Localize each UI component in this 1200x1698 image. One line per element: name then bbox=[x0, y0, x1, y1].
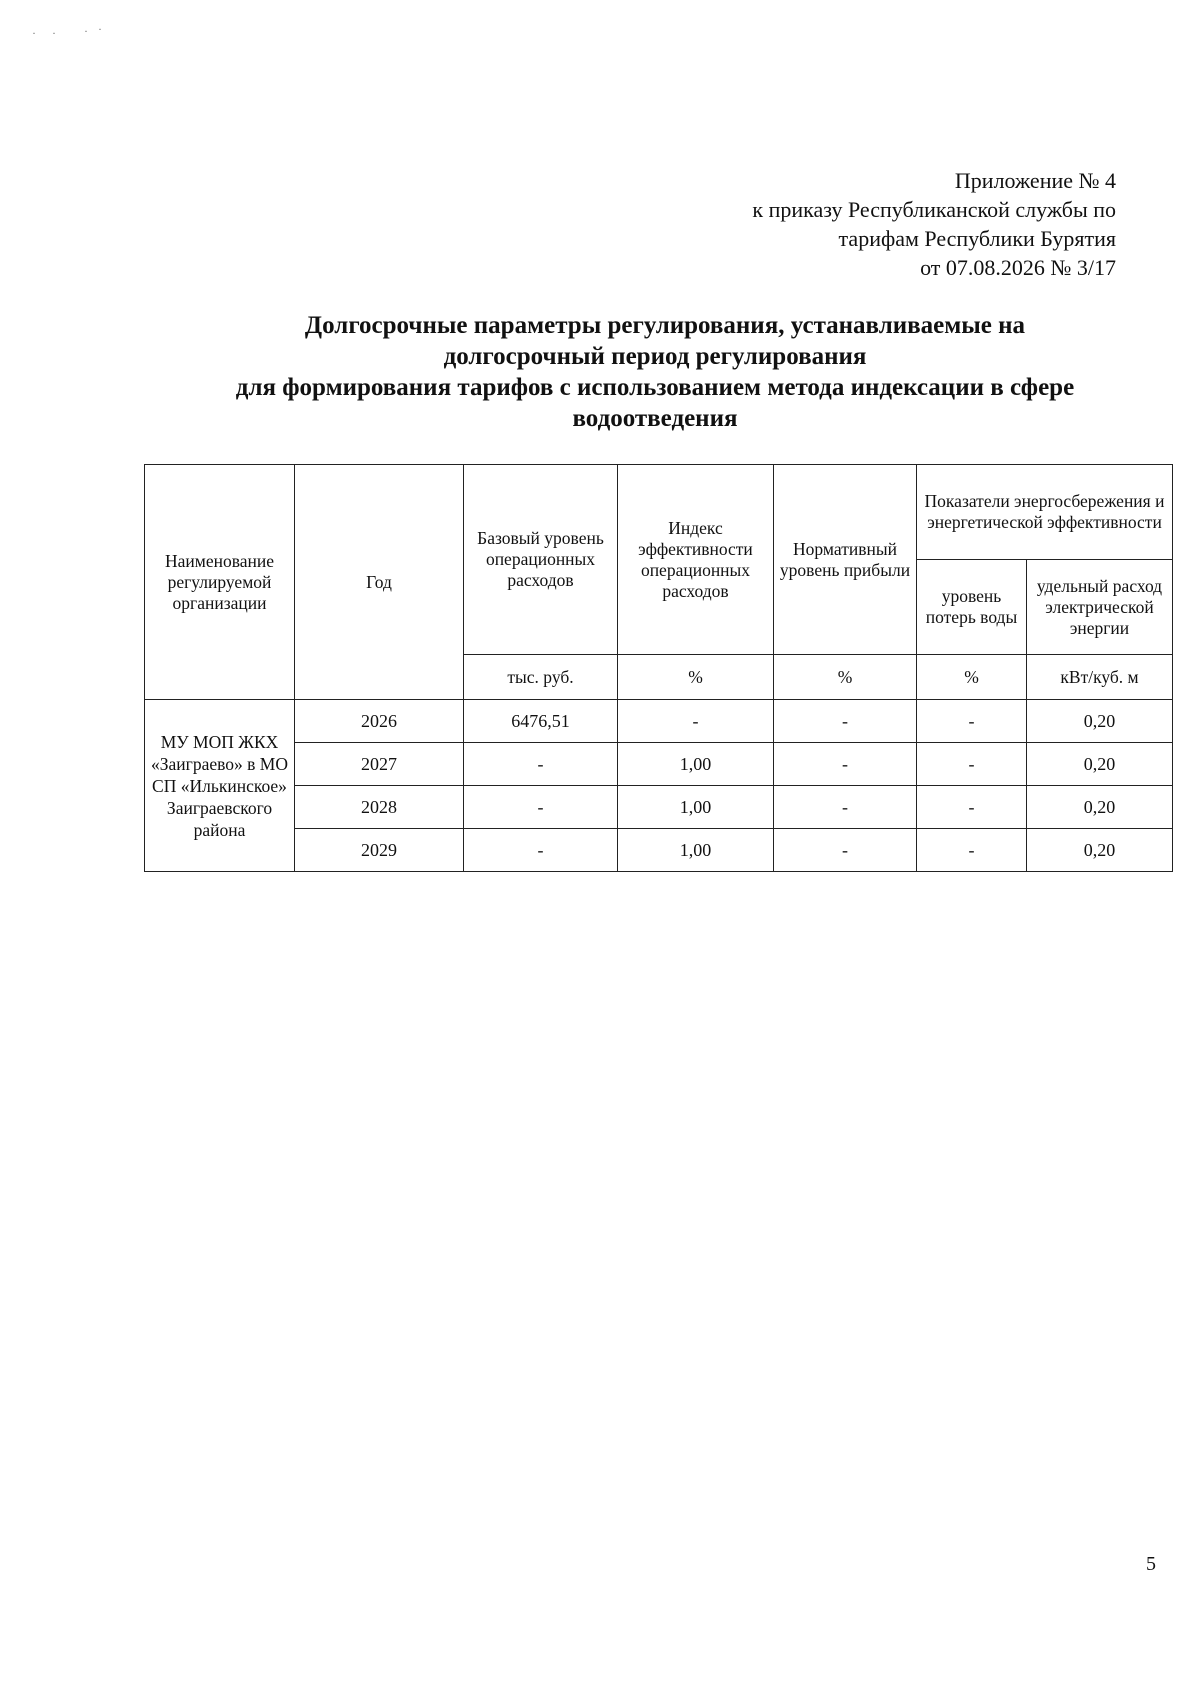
cell-electricity: 0,20 bbox=[1027, 743, 1173, 786]
cell-base-opex: - bbox=[464, 786, 618, 829]
cell-efficiency-index: - bbox=[618, 700, 774, 743]
cell-electricity: 0,20 bbox=[1027, 829, 1173, 872]
cell-efficiency-index: 1,00 bbox=[618, 786, 774, 829]
unit-efficiency-index: % bbox=[618, 655, 774, 700]
annex-date: от 07.08.2026 № 3/17 bbox=[920, 255, 1116, 280]
annex-authority: тарифам Республики Бурятия bbox=[838, 226, 1116, 251]
header-org: Наименование регулируемой организации bbox=[145, 465, 295, 700]
header-energy-group: Показатели энергосбережения и энергетической эффективности bbox=[917, 465, 1173, 560]
cell-water-loss: - bbox=[917, 700, 1027, 743]
header-efficiency-index: Индекс эффективности операционных расходов bbox=[618, 465, 774, 655]
unit-electricity: кВт/куб. м bbox=[1027, 655, 1173, 700]
title-line-1: Долгосрочные параметры регулирования, устанавливаемые на bbox=[304, 312, 1026, 339]
header-electricity: удельный расход электрической энергии bbox=[1027, 560, 1173, 655]
cell-base-opex: 6476,51 bbox=[464, 700, 618, 743]
annex-order-ref: к приказу Республиканской службы по bbox=[752, 197, 1116, 222]
cell-electricity: 0,20 bbox=[1027, 786, 1173, 829]
table-row bbox=[145, 743, 1173, 786]
unit-water-loss: % bbox=[917, 655, 1027, 700]
cell-year: 2028 bbox=[295, 786, 464, 829]
table-row bbox=[145, 700, 1173, 743]
annex-block bbox=[752, 166, 1116, 282]
title-line-4: водоотведения bbox=[572, 405, 738, 432]
header-norm-profit: Нормативный уровень прибыли bbox=[774, 465, 917, 655]
organization-name: МУ МОП ЖКХ «Заиграево» в МО СП «Илькинское» Заиграевского района bbox=[145, 700, 295, 872]
cell-water-loss: - bbox=[917, 743, 1027, 786]
scan-speck: · bbox=[52, 26, 56, 40]
unit-base-opex: тыс. руб. bbox=[464, 655, 618, 700]
page-number: 5 bbox=[1146, 1553, 1156, 1575]
cell-norm-profit: - bbox=[774, 829, 917, 872]
cell-norm-profit: - bbox=[774, 700, 917, 743]
table-row bbox=[145, 786, 1173, 829]
cell-year: 2026 bbox=[295, 700, 464, 743]
header-row bbox=[145, 465, 1173, 560]
scan-speck: · bbox=[32, 26, 36, 40]
parameters-table bbox=[144, 464, 1173, 872]
cell-year: 2027 bbox=[295, 743, 464, 786]
title-line-3: для формирования тарифов с использованием метода индексации в сфере bbox=[235, 374, 1075, 401]
cell-year: 2029 bbox=[295, 829, 464, 872]
header-base-opex: Базовый уровень операционных расходов bbox=[464, 465, 618, 655]
cell-norm-profit: - bbox=[774, 743, 917, 786]
cell-base-opex: - bbox=[464, 743, 618, 786]
title-line-2: долгосрочный период регулирования bbox=[443, 343, 867, 370]
cell-water-loss: - bbox=[917, 786, 1027, 829]
cell-efficiency-index: 1,00 bbox=[618, 829, 774, 872]
cell-electricity: 0,20 bbox=[1027, 700, 1173, 743]
cell-base-opex: - bbox=[464, 829, 618, 872]
cell-norm-profit: - bbox=[774, 786, 917, 829]
cell-water-loss: - bbox=[917, 829, 1027, 872]
scan-speck: · bbox=[98, 22, 102, 36]
header-year: Год bbox=[295, 465, 464, 700]
table-row bbox=[145, 829, 1173, 872]
header-water-loss: уровень потерь воды bbox=[917, 560, 1027, 655]
cell-efficiency-index: 1,00 bbox=[618, 743, 774, 786]
unit-norm-profit: % bbox=[774, 655, 917, 700]
annex-number: Приложение № 4 bbox=[954, 168, 1116, 193]
scan-speck: · bbox=[84, 24, 88, 38]
document-title bbox=[160, 310, 1150, 434]
